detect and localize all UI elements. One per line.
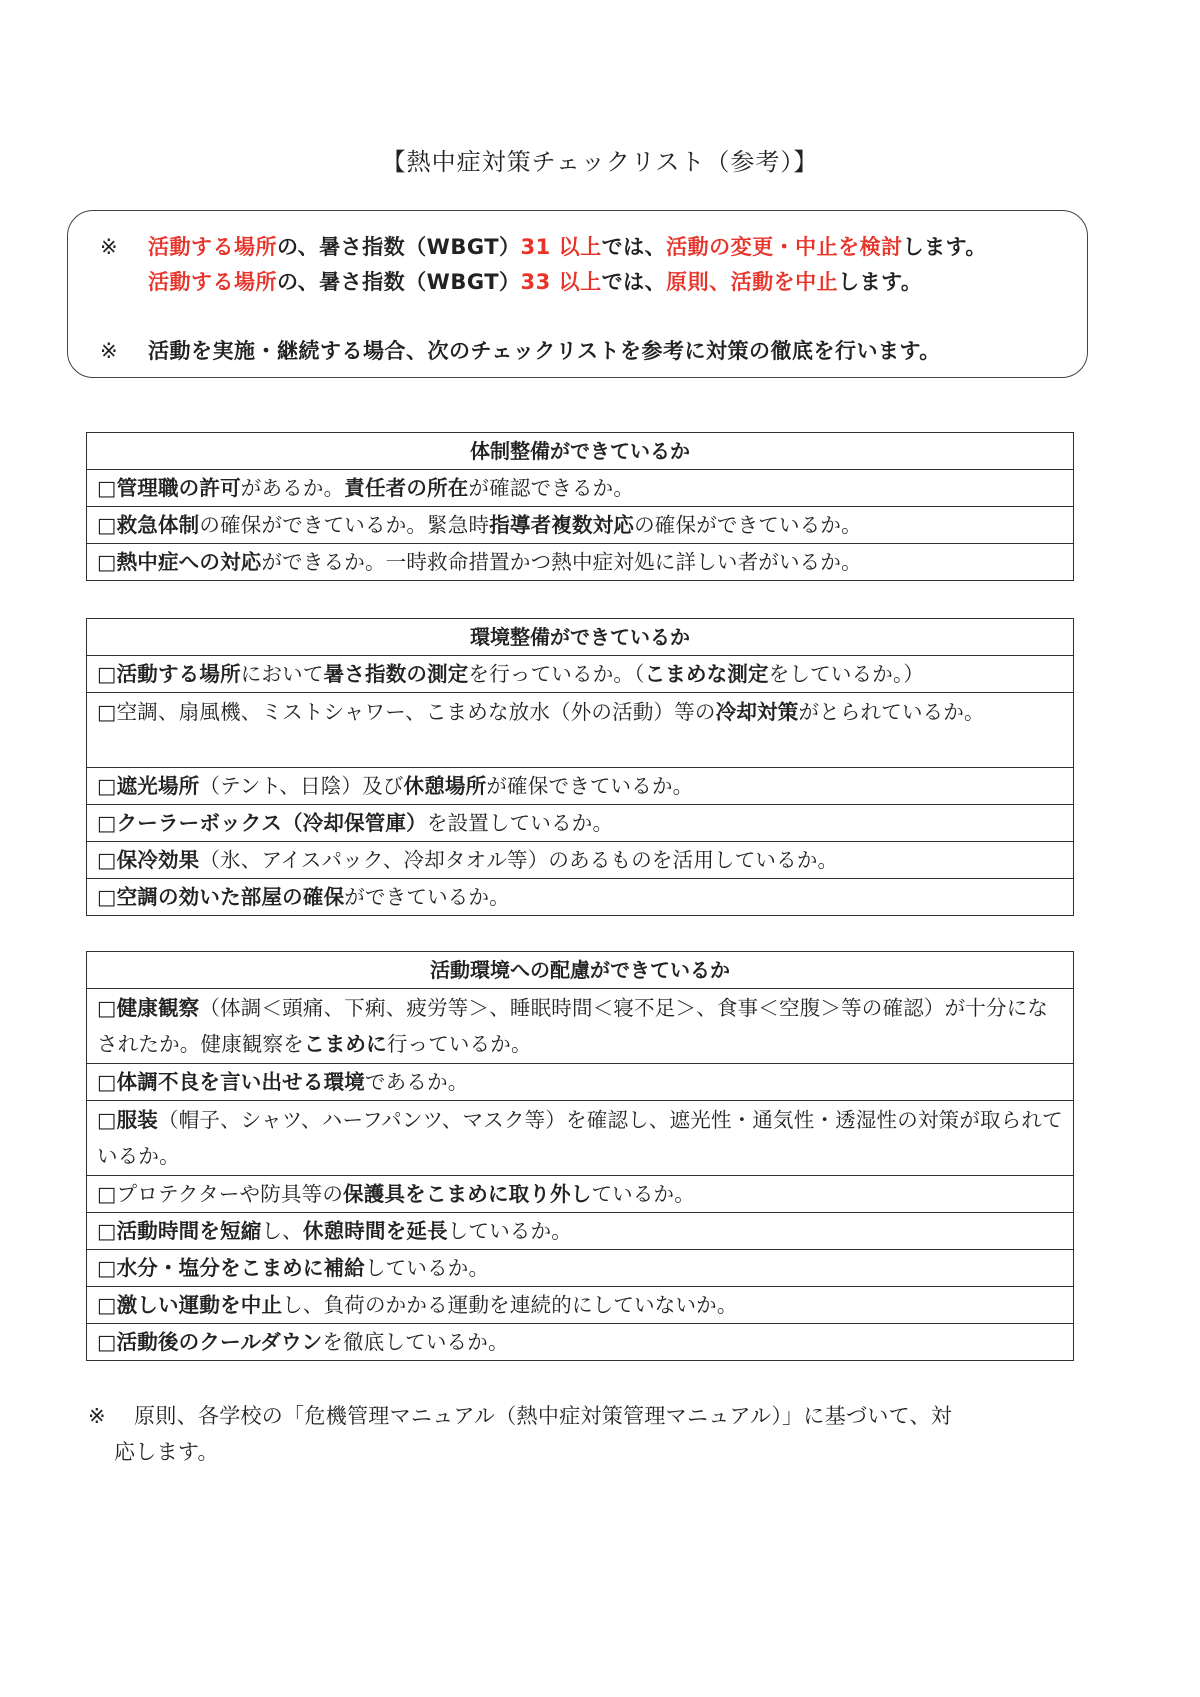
reference-mark: ※ — [88, 1404, 106, 1428]
item-emphasis: 管理職の許可 — [116, 476, 241, 500]
notice-emphasis: 31 以上 — [520, 235, 602, 259]
checkbox-text: □ — [97, 1256, 117, 1280]
footer-line-2: 応します。 — [114, 1440, 219, 1464]
item-emphasis: 熱中症への対応 — [116, 550, 262, 574]
checkbox-text: □ — [97, 1108, 117, 1132]
notice-line-1 — [100, 231, 987, 261]
notice-line-3-text: 活動を実施・継続する場合、次のチェックリストを参考に対策の徹底を行います。 — [148, 339, 941, 363]
notice-emphasis: 活動する場所 — [148, 270, 277, 294]
item-emphasis: 責任者の所在 — [344, 476, 469, 500]
item-text: （体調＜頭痛、下痢、疲労等＞、睡眠時間＜寝不足＞、食事＜空腹＞等の確認）が十分になされたか。健康観察を — [97, 996, 1049, 1056]
notice-box — [67, 210, 1088, 378]
notice-line-2-text — [148, 270, 922, 294]
item-text: をしているか。） — [768, 662, 925, 686]
notice-text: の、暑さ指数（WBGT） — [277, 235, 521, 259]
item-text: を徹底しているか。 — [322, 1330, 509, 1354]
checklist-item[interactable] — [87, 1250, 1073, 1287]
reference-mark: ※ — [100, 235, 119, 259]
section-heading: 環境整備ができているか — [87, 619, 1073, 656]
checkbox-text: □プロテクターや防具等の — [97, 1182, 344, 1206]
checklist-section-system — [86, 432, 1074, 581]
footer-line-1: 原則、各学校の「危機管理マニュアル（熱中症対策管理マニュアル）」に基づいて、対 — [134, 1404, 953, 1428]
checkbox-text: □ — [97, 848, 117, 872]
item-text: 行っているか。 — [386, 1032, 532, 1056]
item-emphasis: 保冷効果 — [116, 848, 200, 872]
item-emphasis: 体調不良を言い出せる環境 — [116, 1070, 365, 1094]
checkbox-text: □ — [97, 662, 117, 686]
item-text: であるか。 — [364, 1070, 469, 1094]
checklist-item[interactable] — [87, 656, 1073, 693]
notice-emphasis: 活動する場所 — [148, 235, 277, 259]
item-text: が確保できているか。 — [486, 774, 694, 798]
item-emphasis: 健康観察 — [116, 996, 200, 1020]
notice-line-3 — [100, 335, 941, 365]
section-heading: 活動環境への配慮ができているか — [87, 952, 1073, 989]
checkbox-text: □ — [97, 811, 117, 835]
checklist-item[interactable] — [87, 544, 1073, 580]
item-emphasis: 暑さ指数の測定 — [323, 662, 469, 686]
notice-emphasis: 33 以上 — [520, 270, 602, 294]
checklist-item[interactable] — [87, 1064, 1073, 1101]
checkbox-text: □ — [97, 996, 117, 1020]
item-emphasis: 活動する場所 — [116, 662, 241, 686]
item-emphasis: 保護具をこまめに取り外し — [343, 1182, 592, 1206]
item-emphasis: 水分・塩分をこまめに補給 — [116, 1256, 365, 1280]
item-text: を行っているか。（ — [468, 662, 645, 686]
item-emphasis: 激しい運動を中止 — [116, 1293, 283, 1317]
checkbox-text: □ — [97, 1219, 117, 1243]
checklist-section-environment — [86, 618, 1074, 916]
notice-line-1-text — [148, 235, 987, 259]
item-emphasis: 指導者複数対応 — [489, 513, 635, 537]
checkbox-text: □ — [97, 1070, 117, 1094]
checkbox-text: □ — [97, 885, 117, 909]
checkbox-text: □ — [97, 550, 117, 574]
item-emphasis: 休憩時間を延長 — [302, 1219, 448, 1243]
checklist-item[interactable] — [87, 1287, 1073, 1324]
item-text: ているか。 — [591, 1182, 695, 1206]
checklist-item[interactable] — [87, 842, 1073, 879]
item-text: （テント、日陰）及び — [199, 774, 404, 798]
notice-text: では、 — [601, 235, 667, 259]
item-text: がとられているか。 — [798, 700, 985, 724]
checklist-item[interactable] — [87, 1213, 1073, 1250]
item-emphasis: 活動時間を短縮 — [116, 1219, 262, 1243]
checklist-item[interactable] — [87, 768, 1073, 805]
item-emphasis: こまめな測定 — [644, 662, 769, 686]
item-text: ができているか。 — [344, 885, 510, 909]
notice-text: の、暑さ指数（WBGT） — [277, 270, 521, 294]
item-emphasis: 服装 — [116, 1108, 158, 1132]
notice-text: します。 — [838, 270, 923, 294]
item-emphasis: 休憩場所 — [403, 774, 487, 798]
item-text: し、負荷のかかる運動を連続的にしていないか。 — [282, 1293, 738, 1317]
reference-mark: ※ — [100, 339, 119, 363]
notice-line-2 — [100, 266, 922, 296]
notice-emphasis: 活動の変更・中止を検討 — [666, 235, 903, 259]
footer-note — [88, 1398, 1078, 1470]
page-title: 【熱中症対策チェックリスト（参考）】 — [381, 148, 819, 176]
item-emphasis: クーラーボックス（冷却保管庫） — [116, 811, 427, 835]
item-emphasis: 救急体制 — [116, 513, 200, 537]
checklist-item[interactable] — [87, 1176, 1073, 1213]
checkbox-text: □ — [97, 476, 117, 500]
item-text: があるか。 — [240, 476, 345, 500]
item-emphasis: 空調の効いた部屋の確保 — [116, 885, 345, 909]
item-text: が確認できるか。 — [468, 476, 635, 500]
checklist-item[interactable] — [87, 470, 1073, 507]
checklist-section-activity — [86, 951, 1074, 1361]
item-emphasis: 活動後のクールダウン — [116, 1330, 323, 1354]
notice-text: します。 — [902, 235, 987, 259]
checklist-item[interactable] — [87, 805, 1073, 842]
item-emphasis: こまめに — [304, 1032, 387, 1056]
checkbox-text: □ — [97, 513, 117, 537]
checkbox-text: □ — [97, 774, 117, 798]
checklist-item[interactable] — [87, 693, 1073, 768]
checkbox-text: □空調、扇風機、ミストシャワー、こまめな放水（外の活動）等の — [97, 700, 716, 724]
checklist-item[interactable] — [87, 989, 1073, 1064]
item-text: において — [240, 662, 324, 686]
checklist-item[interactable] — [87, 1324, 1073, 1360]
notice-emphasis: 原則、活動を中止 — [666, 270, 839, 294]
checklist-item[interactable] — [87, 879, 1073, 915]
item-text: しているか。 — [364, 1256, 490, 1280]
checkbox-text: □ — [97, 1293, 117, 1317]
item-emphasis: 冷却対策 — [715, 700, 799, 724]
checklist-item[interactable] — [87, 1101, 1073, 1176]
item-text: を設置しているか。 — [426, 811, 614, 835]
item-text: し、 — [261, 1219, 303, 1243]
notice-text: では、 — [601, 270, 667, 294]
item-emphasis: 遮光場所 — [116, 774, 200, 798]
item-text: しているか。 — [447, 1219, 572, 1243]
item-text: （帽子、シャツ、ハーフパンツ、マスク等）を確認し、遮光性・通気性・透湿性の対策が取られているか。 — [97, 1108, 1063, 1168]
checklist-item[interactable] — [87, 507, 1073, 544]
checkbox-text: □ — [97, 1330, 117, 1354]
item-text: の確保ができているか。緊急時 — [199, 513, 490, 537]
item-text: ができるか。一時救命措置かつ熱中症対処に詳しい者がいるか。 — [261, 550, 862, 574]
item-text: の確保ができているか。 — [634, 513, 862, 537]
item-text: （氷、アイスパック、冷却タオル等）のあるものを活用しているか。 — [199, 848, 839, 872]
section-heading: 体制整備ができているか — [87, 433, 1073, 470]
